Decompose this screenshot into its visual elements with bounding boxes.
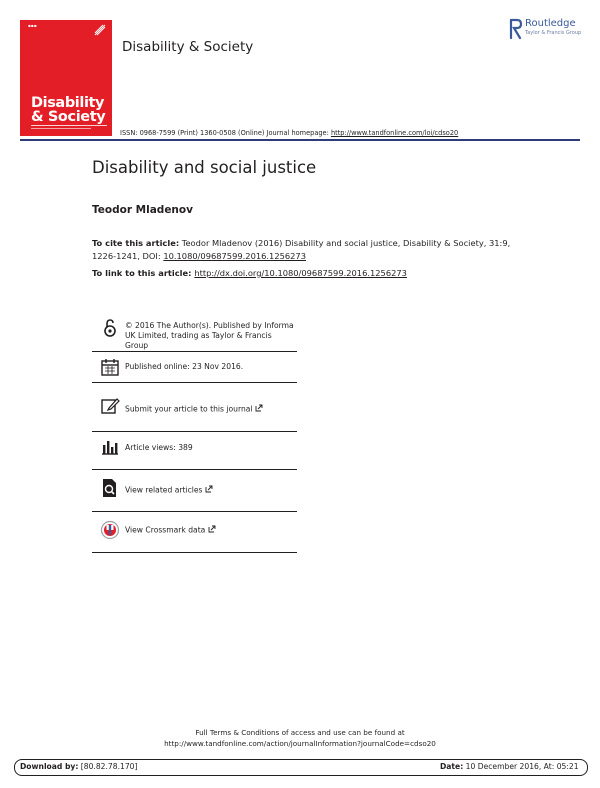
row-divider [92, 351, 297, 352]
crossmark-link[interactable]: View Crossmark data [125, 525, 216, 536]
citation-label: To cite this article: [92, 238, 180, 248]
citation-block [92, 237, 512, 262]
row-divider [92, 552, 297, 553]
link-label: To link to this article: [92, 268, 195, 278]
row-divider [92, 511, 297, 512]
terms-url-link[interactable]: http://www.tandfonline.com/action/journalInformation?journalCode=cdso20 [164, 739, 436, 748]
external-link-icon [255, 404, 263, 412]
publisher-tagline: Taylor & Francis Group [525, 30, 582, 36]
journal-name: Disability & Society [122, 39, 254, 55]
doi-link[interactable]: 10.1080/09687599.2016.1256273 [163, 250, 306, 261]
cover-subtitle-lines [31, 124, 107, 129]
row-divider [92, 431, 297, 432]
download-date: Date: 10 December 2016, At: 05:21 [440, 762, 579, 771]
issn-text: ISSN: 0968-7599 (Print) 1360-0508 (Online) Journal homepage: [120, 129, 331, 137]
crossmark-icon [100, 520, 120, 540]
submit-article-link[interactable]: Submit your article to this journal [125, 404, 263, 415]
article-title: Disability and social justice [92, 158, 317, 177]
row-divider [92, 469, 297, 470]
external-link-icon [205, 485, 213, 493]
cover-title: Disability & Society [31, 95, 106, 125]
download-by: Download by: [80.82.78.170] [20, 762, 138, 771]
article-views: Article views: 389 [125, 443, 193, 452]
license-text: © 2016 The Author(s). Published by Informa UK Limited, trading as Taylor & Francis Group [125, 321, 294, 350]
published-date: Published online: 23 Nov 2016. [125, 362, 244, 371]
edit-icon [100, 396, 120, 416]
cover-publisher-mark: ▪▪▪ [28, 23, 37, 28]
journal-cover [20, 20, 112, 136]
article-link-line [92, 268, 407, 278]
issn-line [120, 129, 458, 137]
open-access-icon [100, 318, 120, 338]
terms-text: Full Terms & Conditions of access and use can be found at [195, 728, 405, 737]
citation-text: Teodor Mladenov (2016) Disability and social justice, Disability & Society, 31:9, 1226-1241, DOI: [92, 238, 511, 261]
journal-homepage-link[interactable]: http://www.tandfonline.com/loi/cdso20 [330, 129, 459, 137]
cover-emblem-icon [93, 23, 107, 37]
related-search-icon [100, 478, 120, 498]
article-url-link[interactable]: http://dx.doi.org/10.1080/09687599.2016.1256273 [194, 268, 407, 278]
publisher-logo [509, 18, 589, 40]
row-divider [92, 382, 297, 383]
publisher-name: Routledge [525, 18, 576, 29]
external-link-icon [208, 525, 216, 533]
routledge-r-icon [509, 18, 523, 40]
header-rule [20, 139, 580, 141]
article-author: Teodor Mladenov [92, 204, 193, 216]
related-articles-link[interactable]: View related articles [125, 485, 213, 496]
calendar-icon [100, 357, 120, 377]
bar-chart-icon [100, 436, 120, 456]
